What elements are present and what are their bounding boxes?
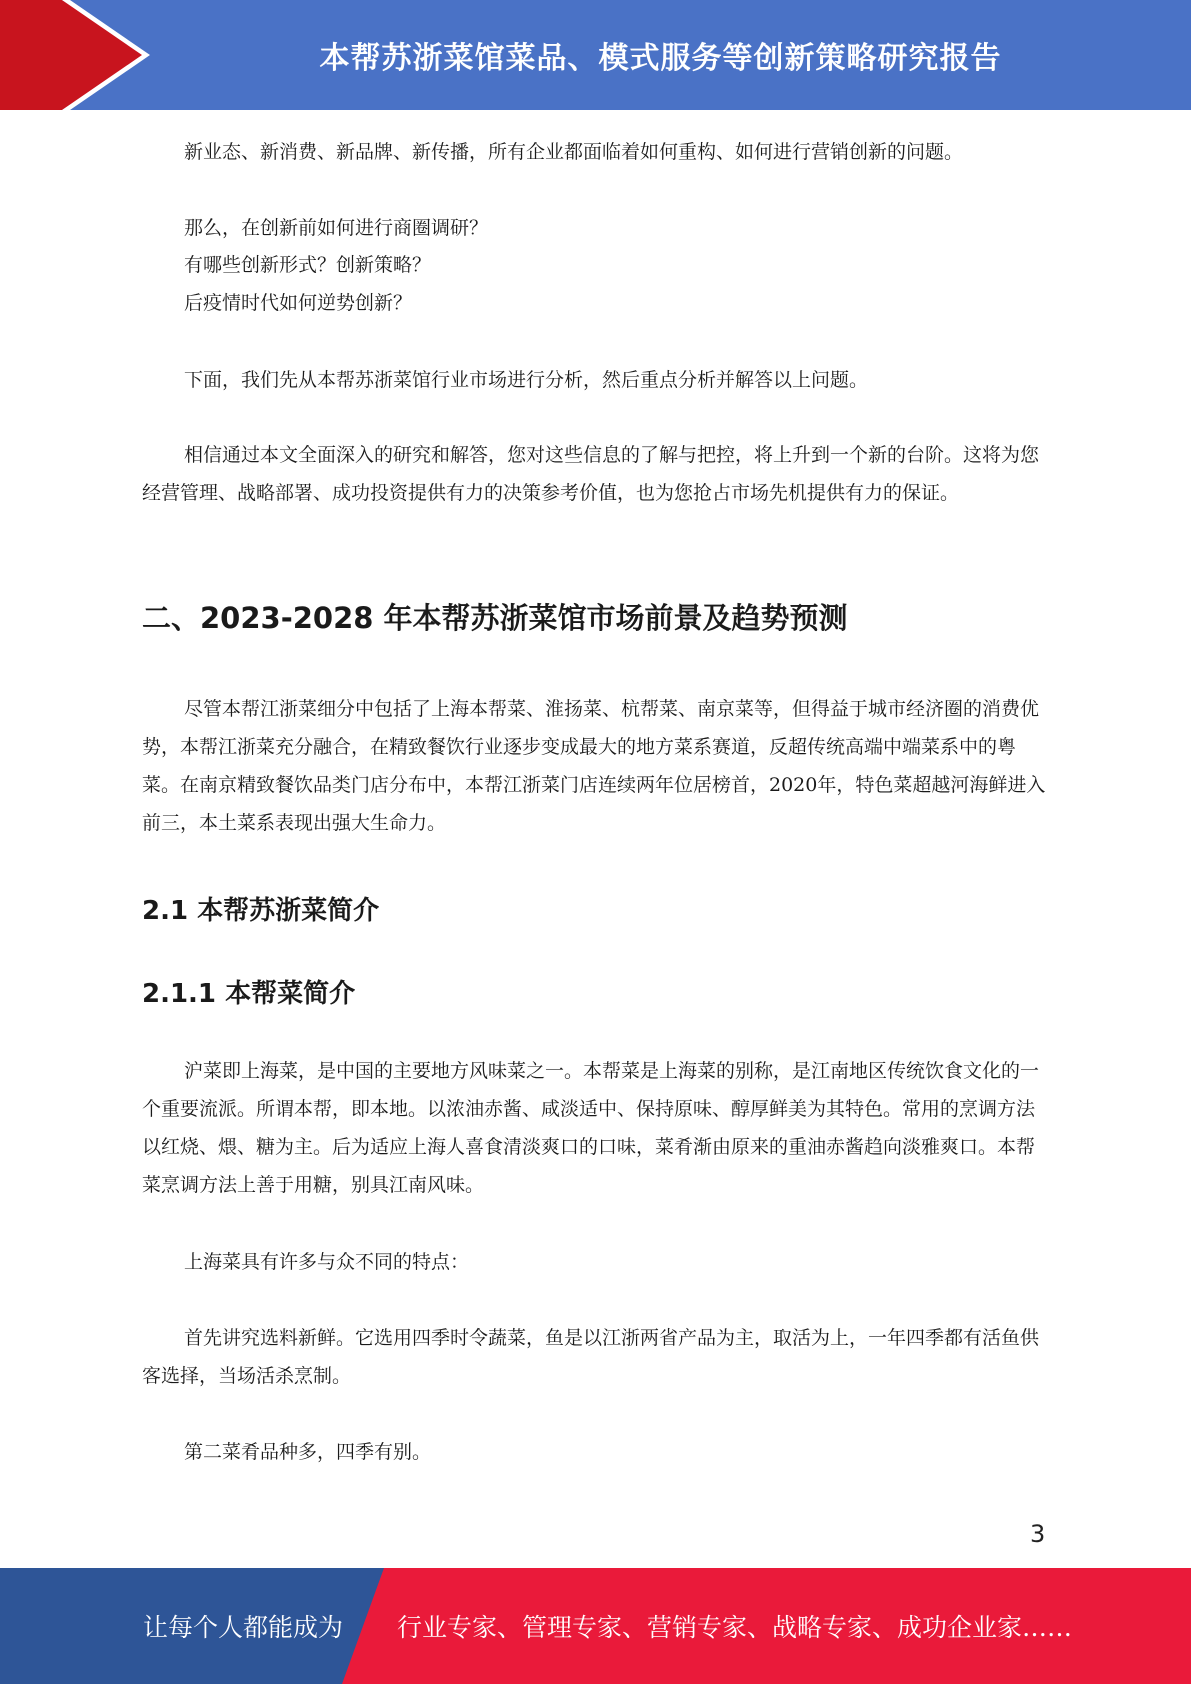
footer-slogan-right: 行业专家、管理专家、营销专家、战略专家、成功企业家…… — [397, 1613, 1073, 1642]
header-title: 本帮苏浙菜馆菜品、模式服务等创新策略研究报告 — [319, 41, 1002, 76]
section-heading-2: 二、2023-2028 年本帮苏浙菜馆市场前景及趋势预测 — [142, 601, 848, 635]
paragraph-intro: 新业态、新消费、新品牌、新传播，所有企业都面临着如何重构、如何进行营销创新的问题。 — [184, 141, 964, 163]
paragraph-believe: 相信通过本文全面深入的研究和解答，您对这些信息的了解与把控，将上升到一个新的台阶。这将为您经营管理、战略部署、成功投资提供有力的决策参考价值，也为您抢占市场先机提供有力的保证。 — [142, 444, 1040, 504]
paragraph-hucai: 沪菜即上海菜，是中国的主要地方风味菜之一。本帮菜是上海菜的别称，是江南地区传统饮食文化的一个重要流派。所谓本帮，即本地。以浓油赤酱、咸淡适中、保持原味、醇厚鲜美为其特色。常用的烹调方法以红烧、煨、糖为主。后为适应上海人喜食清淡爽口的口味，菜肴渐由原来的重油赤酱趋向淡雅爽口。本帮菜烹调方法上善于用糖，别具江南风味。 — [142, 1060, 1040, 1196]
paragraph-market: 尽管本帮江浙菜细分中包括了上海本帮菜、淮扬菜、杭帮菜、南京菜等，但得益于城市经济圈的消费优势，本帮江浙菜充分融合，在精致餐饮行业逐步变成最大的地方菜系赛道，反超传统高端中端菜系中的粤菜。在南京精致餐饮品类门店分布中，本帮江浙菜门店连续两年位居榜首，2020年，特色菜超越河海鲜进入前三，本土菜系表现出强大生命力。 — [142, 698, 1046, 834]
question-2: 有哪些创新形式？创新策略？ — [184, 254, 432, 276]
footer-slogan-left: 让每个人都能成为 — [143, 1613, 344, 1642]
section-heading-2-1: 2.1 本帮苏浙菜简介 — [142, 896, 380, 926]
section-heading-2-1-1: 2.1.1 本帮菜简介 — [142, 979, 356, 1009]
page-header — [0, 0, 1191, 110]
page-footer — [0, 1568, 1191, 1684]
question-3: 后疫情时代如何逆势创新？ — [184, 292, 413, 314]
paragraph-next: 下面，我们先从本帮苏浙菜馆行业市场进行分析，然后重点分析并解答以上问题。 — [184, 369, 869, 391]
question-1: 那么，在创新前如何进行商圈调研？ — [184, 217, 489, 239]
page-number: 3 — [1030, 1520, 1046, 1548]
paragraph-first: 首先讲究选料新鲜。它选用四季时令蔬菜，鱼是以江浙两省产品为主，取活为上，一年四季都有活鱼供客选择，当场活杀烹制。 — [142, 1327, 1040, 1387]
paragraph-second: 第二菜肴品种多，四季有别。 — [184, 1441, 432, 1463]
paragraph-features: 上海菜具有许多与众不同的特点： — [184, 1251, 470, 1273]
